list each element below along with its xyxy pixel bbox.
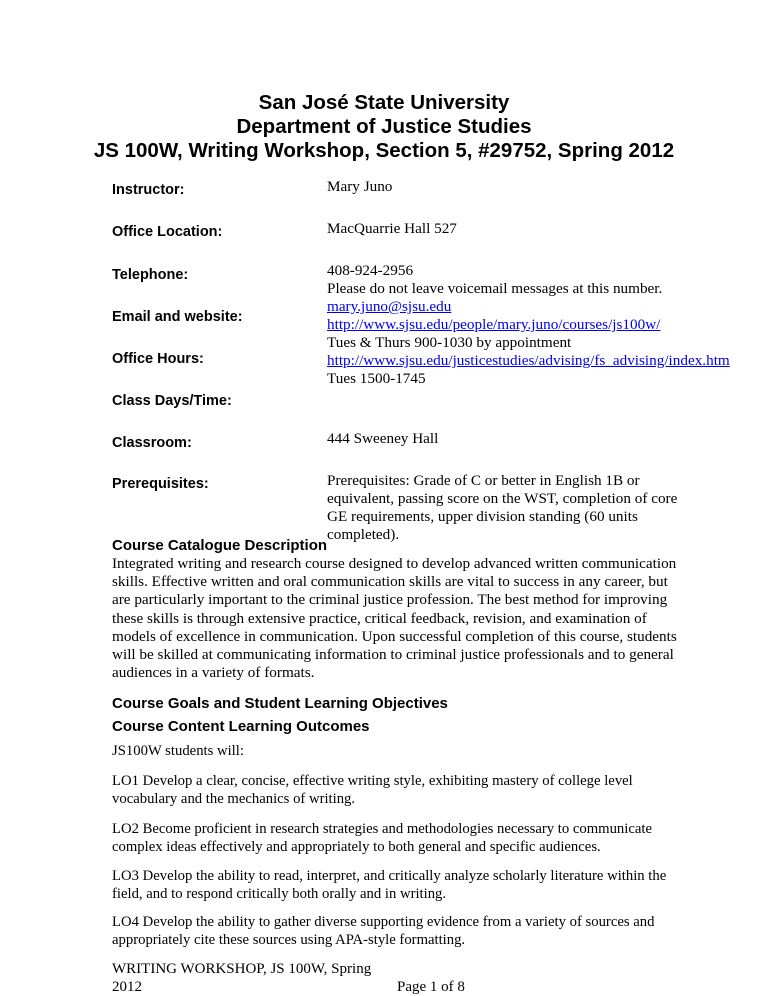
class-days-label: Class Days/Time: xyxy=(112,393,232,409)
email-link[interactable]: mary.juno@sjsu.edu xyxy=(327,298,452,315)
voicemail-note: Please do not leave voicemail messages at this number. xyxy=(327,280,663,297)
outcomes-subheading: Course Content Learning Outcomes xyxy=(112,718,370,735)
classroom-value: 444 Sweeney Hall xyxy=(327,430,439,447)
learning-outcome-1: LO1 Develop a clear, concise, effective writing style, exhibiting mastery of college level vocabulary and the mechanics of writing. xyxy=(112,773,633,808)
website-link[interactable]: http://www.sjsu.edu/people/mary.juno/courses/js100w/ xyxy=(327,316,661,333)
department-title: Department of Justice Studies xyxy=(236,115,532,138)
page-number: Page 1 of 8 xyxy=(397,979,465,995)
office-hours-label: Office Hours: xyxy=(112,351,204,367)
instructor-label: Instructor: xyxy=(112,182,185,198)
learning-outcome-2: LO2 Become proficient in research strategies and methodologies necessary to communicate complex ideas effectively and appropriately to both general and specific audiences. xyxy=(112,821,652,856)
prerequisites-label: Prerequisites: xyxy=(112,476,209,492)
goals-heading: Course Goals and Student Learning Objectives xyxy=(112,695,448,712)
office-hours-value: Tues & Thurs 900-1030 by appointment xyxy=(327,334,572,351)
office-location-value: MacQuarrie Hall 527 xyxy=(327,220,457,237)
contact-block xyxy=(327,262,747,388)
telephone-value: 408-924-2956 xyxy=(327,262,414,279)
outcomes-intro: JS100W students will: xyxy=(112,743,244,759)
course-title: JS 100W, Writing Workshop, Section 5, #29752, Spring 2012 xyxy=(93,139,675,162)
office-location-label: Office Location: xyxy=(112,224,223,240)
email-website-label: Email and website: xyxy=(112,309,243,325)
class-days-value: Tues 1500-1745 xyxy=(327,370,426,387)
instructor-value: Mary Juno xyxy=(327,178,393,195)
telephone-label: Telephone: xyxy=(112,267,189,283)
learning-outcome-3: LO3 Develop the ability to read, interpret, and critically analyze scholarly literature within the field, and to respond critically both orally and in writing. xyxy=(112,868,667,903)
prerequisites-value: Prerequisites: Grade of C or better in English 1B or equivalent, passing score on the WST, completion of core GE requirements, upper division standing (60 units completed). xyxy=(327,472,678,543)
footer-course: WRITING WORKSHOP, JS 100W, Spring 2012 xyxy=(112,961,372,995)
learning-outcome-4: LO4 Develop the ability to gather diverse supporting evidence from a variety of sources and appropriately cite these sources using APA-style formatting. xyxy=(112,914,655,949)
advising-link[interactable]: http://www.sjsu.edu/justicestudies/advising/fs_advising/index.htm xyxy=(327,352,730,369)
catalogue-heading: Course Catalogue Description xyxy=(112,537,328,554)
university-title: San José State University xyxy=(258,91,510,114)
classroom-label: Classroom: xyxy=(112,435,192,451)
catalogue-description: Integrated writing and research course designed to develop advanced written communication skills. Effective written and oral communication skills are vital to success in any career, but are particularly important to the criminal justice profession. The best method for improving these skills is through extensive practice, critical feedback, revision, and examination of models of excellence in communication. Upon successful completion of this course, students will be skilled at communicating information to criminal justice professionals and to general audiences in a variety of formats. xyxy=(112,555,677,682)
page-footer xyxy=(112,960,465,996)
